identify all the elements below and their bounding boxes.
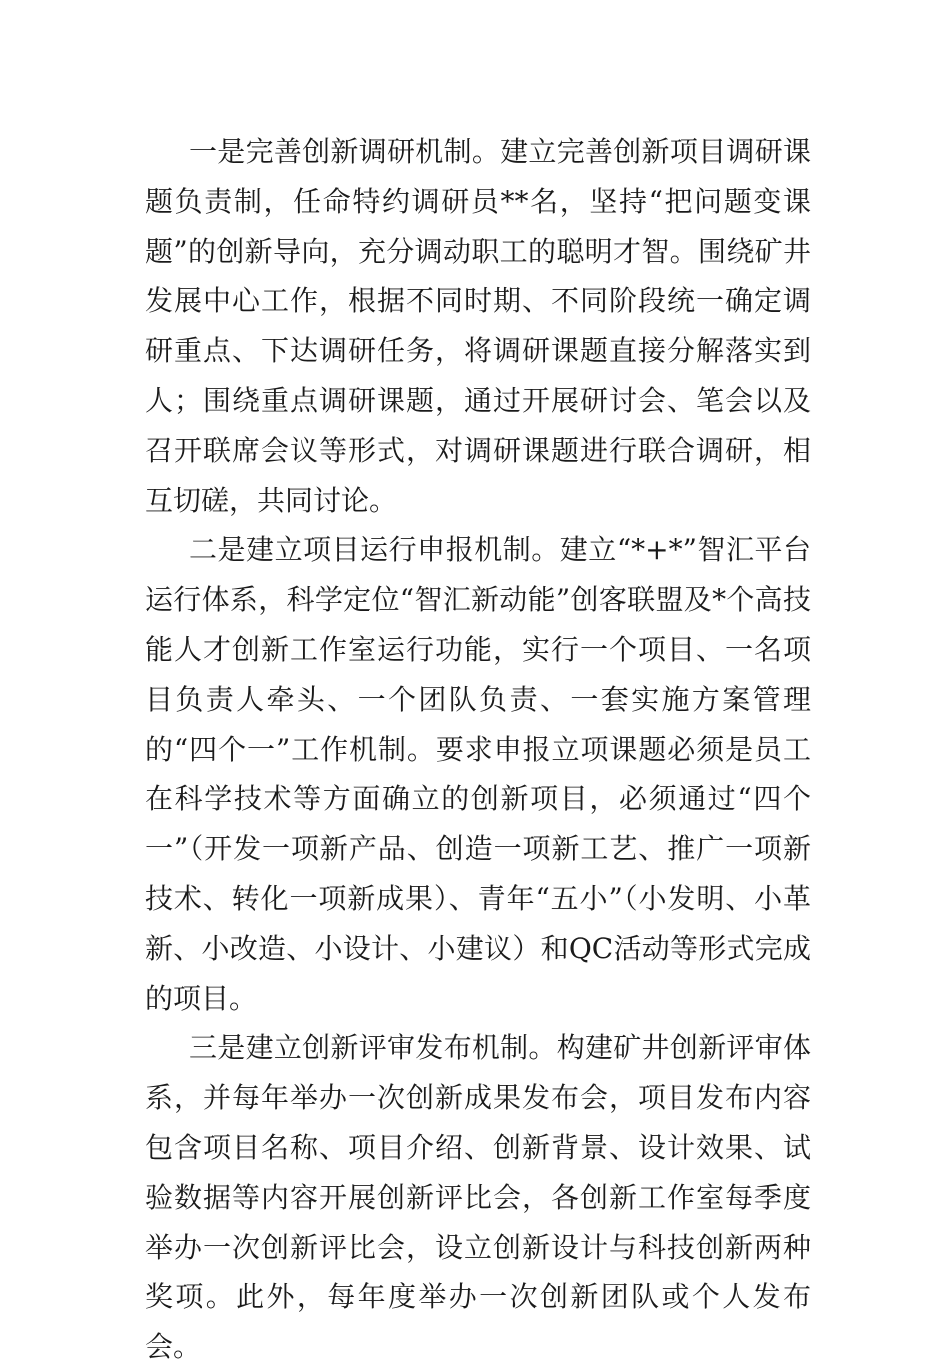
paragraph-innovation-review-mechanism: 三是建立创新评审发布机制。构建矿井创新评审体系，并每年举办一次创新成果发布会，项目发布内容包含项目名称、项目介绍、创新背景、设计效果、试验数据等内容开展创新评比会，各创新工作室每季度举办一次创新评比会，设立创新设计与科技创新两种奖项。此外，每年度举办一次创新团队或个人发布会。 <box>145 1031 811 1364</box>
document-body <box>145 127 811 1372</box>
paragraph-project-declaration-mechanism: 二是建立项目运行申报机制。建立“*+*”智汇平台运行体系，科学定位“智汇新动能”创客联盟及*个高技能人才创新工作室运行功能，实行一个项目、一名项目负责人牵头、一个团队负责、一套实施方案管理的“四个一”工作机制。要求申报立项课题必须是员工在科学技术等方面确立的创新项目，必须通过“四个一”（开发一项新产品、创造一项新工艺、推广一项新技术、转化一项新成果）、青年“五小”（小发明、小革新、小改造、小设计、小建议）和QC活动等形式完成的项目。 <box>145 533 811 1015</box>
paragraph-innovation-research-mechanism: 一是完善创新调研机制。建立完善创新项目调研课题负责制，任命特约调研员**名，坚持“把问题变课题”的创新导向，充分调动职工的聪明才智。围绕矿井发展中心工作，根据不同时期、不同阶段统一确定调研重点、下达调研任务，将调研课题直接分解落实到人；围绕重点调研课题，通过开展研讨会、笔会以及召开联席会议等形式，对调研课题进行联合调研，相互切磋，共同讨论。 <box>145 135 811 517</box>
